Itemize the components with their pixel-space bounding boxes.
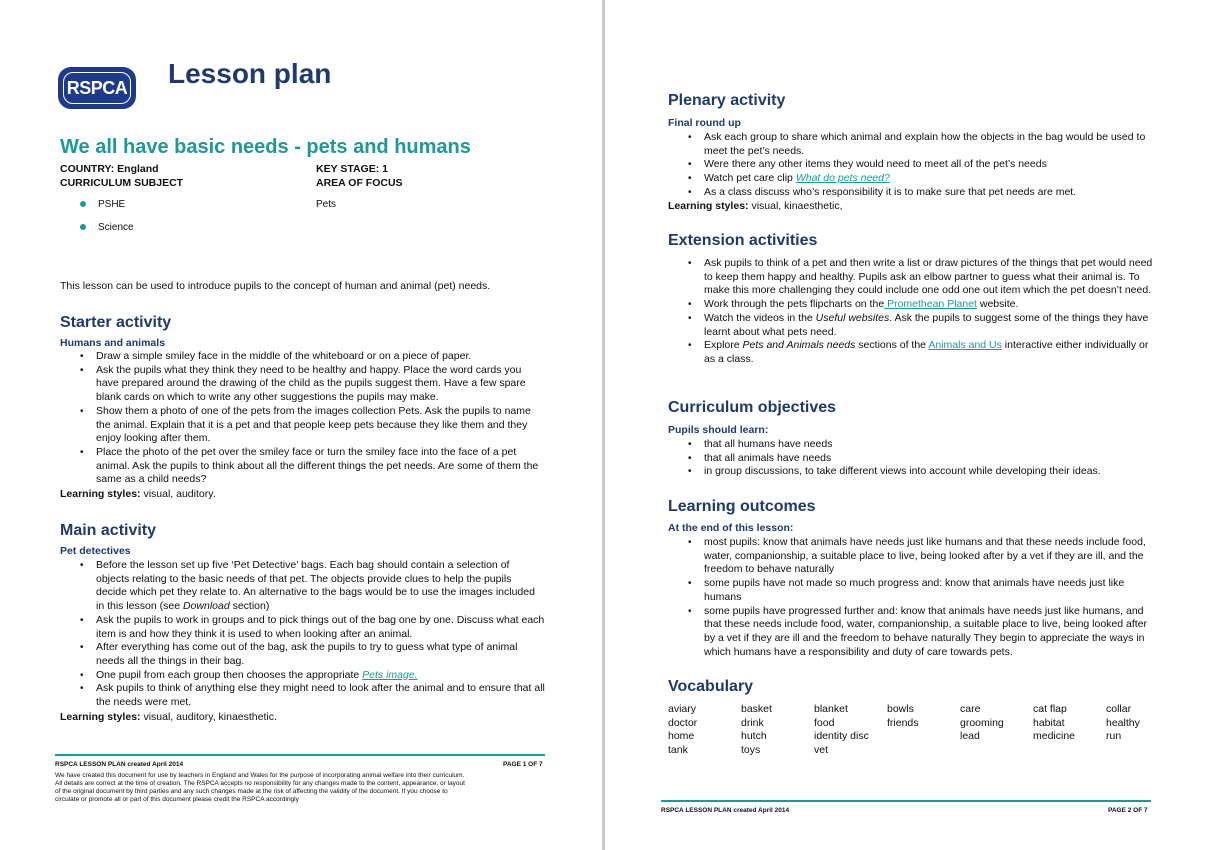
list-item: • that all humans have needs bbox=[668, 438, 1153, 452]
list-item: • Ask the pupils to work in groups and to pick things out of the bag one by one. Discuss what each item is and how they think it is used to when looking after an animal. bbox=[60, 614, 545, 641]
vocabulary-word: aviary bbox=[668, 703, 697, 715]
vocabulary-word: grooming bbox=[960, 716, 1004, 729]
list-item: • most pupils: know that animals have needs just like humans and that these needs include food, water, companionship, a suitable place to live, being looked after by a vet if they are ill, and the freedom to behave naturally bbox=[668, 536, 1153, 577]
list-item: • Place the photo of the pet over the smiley face or turn the smiley face into the face of a pet animal. Ask the pupils to think about all the different things the pet needs. Are some of them the same as a child needs? bbox=[60, 446, 545, 487]
subject-item: Science bbox=[80, 222, 134, 233]
objectives-heading: Curriculum objectives bbox=[668, 399, 837, 416]
vocabulary-word bbox=[887, 744, 960, 758]
starter-heading: Starter activity bbox=[60, 314, 172, 331]
list-item: • some pupils have not made so much progress and: know that animals have needs just like humans bbox=[668, 577, 1153, 604]
vocabulary-word: healthy bbox=[1106, 716, 1140, 729]
list-item: • Ask the pupils what they think they need to be healthy and happy. Place the word cards you have prepared around the drawing of the child as the pupils suggest them. Have a few spare blank cards on which to write any other suggestions the pupils may make. bbox=[60, 364, 545, 405]
footer-left: RSPCA LESSON PLAN created April 2014 bbox=[661, 807, 790, 814]
area-of-focus-label: AREA OF FOCUS bbox=[316, 177, 403, 189]
objectives-subheading: Pupils should learn: bbox=[668, 424, 769, 436]
plenary-subheading: Final round up bbox=[668, 117, 741, 129]
page-title: Lesson plan bbox=[168, 58, 332, 89]
intro-text: This lesson can be used to introduce pupils to the concept of human and animal (pet) needs. bbox=[60, 280, 491, 292]
plenary-learning-styles: Learning styles: visual, kinaesthetic, bbox=[668, 200, 843, 212]
disclaimer: We have created this document for use by teachers in England and Wales for the purpose of incorporating animal welfare into their curriculum. All details are correct at the time of creation. The RSPCA accepts no responsibility for any changes made to the content, appearance, or layout of the original document by third parties and any such changes made at the risk of affecting the validity of the document. If you choose to circulate or promote all or part of this document please credit the RSPCA accordingly bbox=[55, 772, 465, 803]
vocabulary-word bbox=[887, 730, 960, 744]
list-item: • Before the lesson set up five ‘Pet Detective’ bags. Each bag should contain a selection of objects relating to the basic needs of that pet. The objects provide clues to help the pupils decide which pet they relate to. An alternative to the bags would be to use the images included in this lesson (see Download section) bbox=[60, 559, 545, 614]
outcomes-heading: Learning outcomes bbox=[668, 498, 816, 515]
list-item: • Were there any other items they would need to meet all of the pet’s needs bbox=[668, 158, 1153, 172]
list-item: • Draw a simple smiley face in the middle of the whiteboard or on a piece of paper. bbox=[60, 350, 545, 364]
vocabulary-word: tank bbox=[668, 744, 688, 757]
vocabulary-word: care bbox=[960, 703, 981, 715]
lesson-subtitle: We all have basic needs - pets and humans bbox=[60, 136, 471, 158]
key-stage-label: KEY STAGE: 1 bbox=[316, 163, 388, 175]
starter-subheading: Humans and animals bbox=[60, 337, 166, 349]
vocabulary-word: vet bbox=[814, 744, 829, 757]
list-item: • some pupils have progressed further and: know that animals have needs just like humans, and that these needs include food, water, companionship, a suitable place to live, being looked after by a vet if they are ill and the freedom to behave naturally They begin to appreciate the ways in which humans have a responsibility and duty of care towards pets. bbox=[668, 605, 1153, 660]
outcomes-subheading: At the end of this lesson: bbox=[668, 522, 794, 534]
list-item: • Ask pupils to think of anything else they might need to look after the animal and to ensure that all the needs were met. bbox=[60, 682, 545, 709]
main-list bbox=[60, 559, 545, 710]
vocabulary-word: home bbox=[668, 730, 695, 743]
vocabulary-word: hutch bbox=[741, 730, 767, 743]
main-learning-styles: Learning styles: visual, auditory, kinaesthetic. bbox=[60, 711, 277, 723]
list-item: • Ask pupils to think of a pet and then write a list or draw pictures of the things that pet would need to keep them happy and healthy. Pupils ask an elbow partner to guess what their animal is. To make this more challenging they could include one odd one out item which the pet doesn’t need. bbox=[668, 257, 1153, 298]
footer-left: RSPCA LESSON PLAN created April 2014 bbox=[55, 761, 184, 768]
pet-care-clip-link[interactable]: What do pets need? bbox=[795, 172, 890, 185]
vocabulary-word: medicine bbox=[1033, 730, 1076, 743]
list-item: • Watch pet care clip What do pets need? bbox=[668, 172, 1153, 186]
plenary-list bbox=[668, 131, 1153, 200]
objectives-list bbox=[668, 438, 1153, 479]
vocabulary-word: basket bbox=[741, 703, 772, 715]
vocabulary-word: food bbox=[814, 716, 835, 729]
curriculum-subject-label: CURRICULUM SUBJECT bbox=[60, 177, 184, 189]
list-item: • Ask each group to share which animal and explain how the objects in the bag would be used to meet the pet’s needs. bbox=[668, 131, 1153, 158]
main-subheading: Pet detectives bbox=[60, 545, 131, 557]
list-item: • Explore Pets and Animals needs sections of the Animals and Us interactive either individually or as a class. bbox=[668, 339, 1153, 366]
subject-item: PSHE bbox=[80, 199, 125, 210]
list-item: • Show them a photo of one of the pets from the images collection Pets. Ask the pupils to name the animal. Explain that it is a pet and that people keep pets because they like them and they enjoy looking after them. bbox=[60, 405, 545, 446]
vocabulary-word: habitat bbox=[1033, 716, 1065, 729]
vocabulary-word: friends bbox=[887, 716, 919, 729]
vocabulary-word: cat flap bbox=[1033, 703, 1067, 715]
area-of-focus-value: Pets bbox=[316, 199, 337, 210]
footer-page-number: PAGE 1 OF 7 bbox=[503, 761, 543, 768]
page-2 bbox=[605, 0, 1210, 850]
vocabulary-grid bbox=[668, 703, 1179, 758]
list-item: • Watch the videos in the Useful websites. Ask the pupils to suggest some of the things they have learnt about what pets need. bbox=[668, 312, 1153, 339]
footer-rule bbox=[661, 800, 1151, 802]
list-item: • in group discussions, to take different views into account while developing their ideas. bbox=[668, 465, 1153, 479]
vocabulary-word: collar bbox=[1106, 703, 1132, 715]
vocabulary-word: run bbox=[1106, 730, 1122, 743]
list-item: • As a class discuss who’s responsibility it is to make sure that pet needs are met. bbox=[668, 186, 1153, 200]
vocabulary-heading: Vocabulary bbox=[668, 678, 754, 695]
vocabulary-word: blanket bbox=[814, 703, 848, 715]
country-label: COUNTRY: England bbox=[60, 163, 159, 175]
main-heading: Main activity bbox=[60, 522, 157, 539]
bullet-icon bbox=[80, 201, 86, 207]
list-item: • that all animals have needs bbox=[668, 452, 1153, 466]
pets-image-link[interactable]: Pets image. bbox=[362, 668, 418, 681]
page-1 bbox=[0, 0, 602, 850]
vocabulary-word: bowls bbox=[887, 703, 914, 715]
starter-learning-styles: Learning styles: visual, auditory. bbox=[60, 488, 216, 500]
extension-list bbox=[668, 257, 1153, 367]
bullet-icon bbox=[80, 224, 86, 230]
vocabulary-word bbox=[1106, 744, 1179, 758]
footer-page-number: PAGE 2 OF 7 bbox=[1108, 807, 1148, 814]
list-item: • Work through the pets flipcharts on the Promethean Planet website. bbox=[668, 298, 1153, 312]
extension-heading: Extension activities bbox=[668, 232, 818, 249]
logo-text: RSPCA bbox=[63, 72, 131, 104]
vocabulary-word bbox=[1033, 744, 1106, 758]
vocabulary-word: identity disc bbox=[814, 730, 869, 743]
vocabulary-word: doctor bbox=[668, 716, 698, 729]
promethean-planet-link[interactable]: Promethean Planet bbox=[884, 298, 977, 311]
outcomes-list bbox=[668, 536, 1153, 659]
vocabulary-word: lead bbox=[960, 730, 980, 743]
vocabulary-word: drink bbox=[741, 716, 764, 729]
starter-list bbox=[60, 350, 545, 487]
list-item: • After everything has come out of the bag, ask the pupils to try to guess what type of animal needs all the things in their bag. bbox=[60, 641, 545, 668]
animals-and-us-link[interactable]: Animals and Us bbox=[928, 339, 1002, 352]
list-item: • One pupil from each group then chooses the appropriate Pets image. bbox=[60, 669, 545, 683]
vocabulary-word: toys bbox=[741, 744, 761, 757]
vocabulary-word bbox=[960, 744, 1033, 758]
plenary-heading: Plenary activity bbox=[668, 92, 786, 109]
rspca-logo bbox=[58, 67, 136, 109]
footer-rule bbox=[55, 754, 545, 756]
